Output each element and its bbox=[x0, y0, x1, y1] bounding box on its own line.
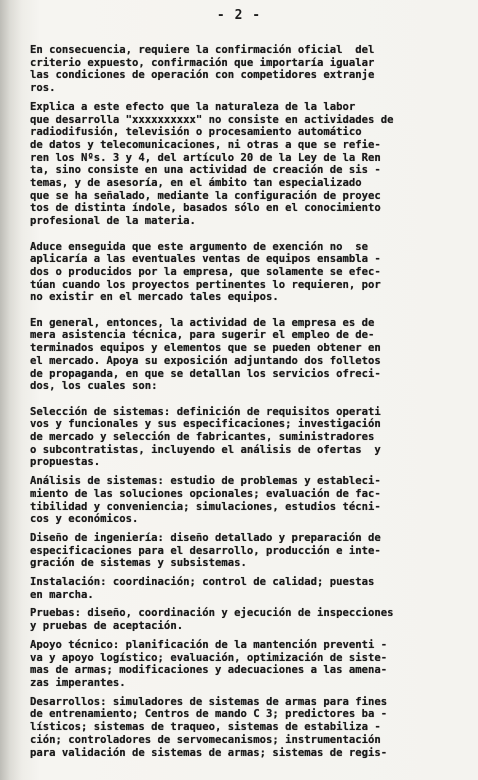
text-line: cos y económicos. bbox=[30, 513, 139, 526]
paragraph-technical-assistance bbox=[30, 317, 470, 393]
text-line: de mercado y selección de fabricantes, suministradores bbox=[30, 431, 375, 444]
text-line: las condiciones de operación con competidores extranje bbox=[30, 69, 375, 82]
text-line: Diseño de ingeniería: diseño detallado y preparación de bbox=[30, 531, 381, 544]
paragraph-installation bbox=[30, 576, 470, 601]
text-line: criterio expuesto, confirmación que importaría igualar bbox=[30, 56, 375, 69]
text-line: Apoyo técnico: planificación de la mantención preventi - bbox=[30, 638, 388, 651]
text-line: ción; controladores de servomecanismos; instrumentación bbox=[30, 733, 381, 746]
text-line: va y apoyo logístico; evaluación, optimización de siste- bbox=[30, 651, 388, 664]
text-line: aplicaría a las eventuales ventas de equipos ensambla - bbox=[30, 253, 381, 266]
text-line: dos, los cuales son: bbox=[30, 380, 158, 393]
paragraph-engineering-design bbox=[30, 532, 470, 570]
text-line: mera asistencia técnica, para sugerir el empleo de de- bbox=[30, 329, 375, 342]
text-line: de datos y telecomunicaciones, ni otras a que se refie- bbox=[30, 138, 381, 151]
text-line: tos de distinta índole, basados sólo en el conocimiento bbox=[30, 202, 381, 215]
text-line: Aduce enseguida que este argumento de exención no se bbox=[30, 240, 369, 253]
text-line: de entrenamiento; Centros de mando C 3; predictores ba - bbox=[30, 708, 388, 721]
text-line: ta, sino consiste en una actividad de creación de sis - bbox=[30, 164, 381, 177]
document-body bbox=[30, 44, 470, 765]
text-line: Instalación: coordinación; control de calidad; puestas bbox=[30, 576, 375, 589]
text-line: de propaganda, en que se detallan los servicios ofreci- bbox=[30, 367, 381, 380]
paragraph-exemption-argument bbox=[30, 241, 470, 305]
text-line: vos y funcionales y sus especificaciones; investigación bbox=[30, 418, 381, 431]
paragraph-tests bbox=[30, 607, 470, 632]
text-line: túan cuando los proyectos pertinentes lo requieren, por bbox=[30, 278, 381, 291]
text-line: mas de armas; modificaciones y adecuaciones a las amena- bbox=[30, 664, 388, 677]
text-line: no existir en el mercado tales equipos. bbox=[30, 291, 279, 304]
text-line: Selección de sistemas: definición de requisitos operati bbox=[30, 405, 381, 418]
text-line: Análisis de sistemas: estudio de problemas y estableci- bbox=[30, 475, 381, 488]
paragraph-systems-analysis bbox=[30, 475, 470, 526]
text-line: gración de sistemas y subsistemas. bbox=[30, 557, 247, 570]
paragraph-technical-support bbox=[30, 639, 470, 690]
text-line: que desarrolla "xxxxxxxxxx" no consiste en actividades de bbox=[30, 113, 394, 126]
text-line: zas imperantes. bbox=[30, 677, 126, 689]
paragraph-confirmation-request bbox=[30, 44, 470, 95]
text-line: Desarrollos: simuladores de sistemas de armas para fines bbox=[30, 695, 388, 708]
text-line: tibilidad y conveniencia; simulaciones, estudios técni- bbox=[30, 500, 381, 513]
text-line: ren los Nºs. 3 y 4, del artículo 20 de la Ley de la Ren bbox=[30, 151, 381, 164]
text-line: temas, y de asesoría, en el ámbito tan especializado bbox=[30, 177, 362, 190]
text-line: en marcha. bbox=[30, 588, 94, 601]
text-line: Pruebas: diseño, coordinación y ejecución de inspecciones bbox=[30, 607, 394, 620]
text-line: ros. bbox=[30, 82, 56, 95]
text-line: En general, entonces, la actividad de la empresa es de bbox=[30, 316, 375, 329]
text-line: que se ha señalado, mediante la configuración de proyec bbox=[30, 189, 381, 202]
text-line: Explica a este efecto que la naturaleza de la labor bbox=[30, 100, 356, 113]
text-line: dos o producidos por la empresa, que solamente se efec- bbox=[30, 265, 381, 278]
text-line: o subcontratistas, incluyendo el análisis de ofertas y bbox=[30, 443, 381, 456]
paragraph-developments bbox=[30, 696, 470, 760]
text-line: profesional de la materia. bbox=[30, 215, 196, 228]
text-line: miento de las soluciones opcionales; evaluación de fac- bbox=[30, 487, 381, 500]
text-line: y pruebas de aceptación. bbox=[30, 620, 184, 633]
text-line: radiodifusión, televisión o procesamiento automático bbox=[30, 126, 362, 139]
page-number: - 2 - bbox=[216, 8, 262, 23]
text-line: para validación de sistemas de armas; sistemas de regis- bbox=[30, 746, 388, 759]
text-line: En consecuencia, requiere la confirmación oficial del bbox=[30, 44, 375, 56]
text-line: lísticos; sistemas de traqueo, sistemas de estabiliza - bbox=[30, 721, 381, 734]
text-line: terminados equipos y elementos que se pueden obtener en bbox=[30, 342, 381, 355]
paragraph-nature-of-work bbox=[30, 101, 470, 228]
text-line: especificaciones para el desarrollo, producción e inte- bbox=[30, 544, 381, 557]
text-line: el mercado. Apoya su exposición adjuntando dos folletos bbox=[30, 354, 381, 367]
text-line: propuestas. bbox=[30, 456, 101, 469]
paragraph-systems-selection bbox=[30, 406, 470, 470]
